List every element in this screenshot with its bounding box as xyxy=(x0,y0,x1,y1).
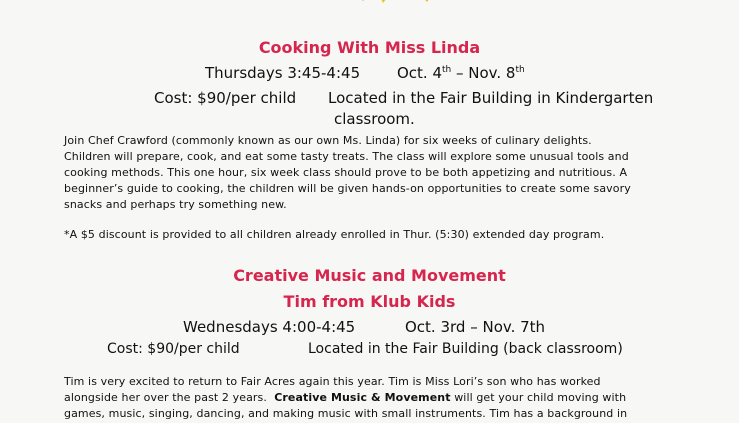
description-line: Tim is very excited to return to Fair Acres again this year. Tim is Miss Lori’s son who has worked xyxy=(64,375,601,388)
music-cost: Cost: $90/per child xyxy=(107,341,240,357)
decorative-autumn-leaves xyxy=(325,0,475,5)
music-description xyxy=(64,374,627,422)
cooking-description xyxy=(64,133,631,213)
cooking-discount-note: *A $5 discount is provided to all children already enrolled in Thur. (5:30) extended day program. xyxy=(64,228,605,241)
description-line: Children will prepare, cook, and eat some tasty treats. The class will explore some unusual tools and xyxy=(64,150,629,163)
cooking-location-line2: classroom. xyxy=(334,110,415,128)
cooking-cost: Cost: $90/per child xyxy=(154,89,297,107)
music-class-instructor: Tim from Klub Kids xyxy=(283,292,456,311)
music-dates: Oct. 3rd – Nov. 7th xyxy=(405,318,546,336)
description-line: alongside her over the past 2 years. Creative Music & Movement will get your child moving with xyxy=(64,391,627,404)
description-line: games, music, singing, dancing, and making music with small instruments. Tim has a background in xyxy=(64,407,628,420)
cooking-class-title: Cooking With Miss Linda xyxy=(258,38,481,57)
description-line: snacks and perhaps try something new. xyxy=(64,198,287,211)
cooking-schedule-day: Thursdays 3:45-4:45 xyxy=(205,64,361,82)
cooking-dates: Oct. 4th – Nov. 8th xyxy=(397,64,525,82)
description-line: cooking methods. This one hour, six week class should prove to be both appetizing and nutritious. A xyxy=(64,166,628,179)
description-line: Join Chef Crawford (commonly known as our own Ms. Linda) for six weeks of culinary delights. xyxy=(64,134,592,147)
music-class-title: Creative Music and Movement xyxy=(233,266,506,285)
description-line: beginner’s guide to cooking, the children will be given hands-on opportunities to create some savory xyxy=(64,182,631,195)
cooking-location-line1: Located in the Fair Building in Kindergarten xyxy=(328,89,654,107)
music-schedule-day: Wednesdays 4:00-4:45 xyxy=(183,318,356,336)
music-location: Located in the Fair Building (back classroom) xyxy=(308,341,623,357)
